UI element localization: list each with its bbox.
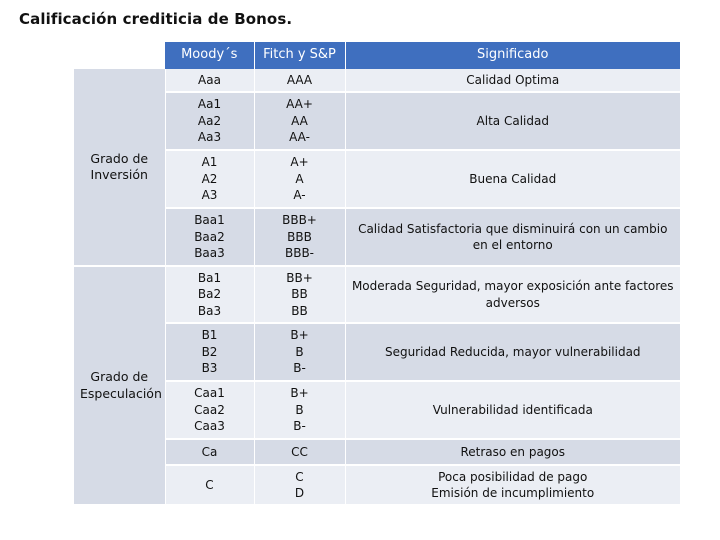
fitch-sp-cell: BB+ BB BB <box>254 266 345 323</box>
fitch-sp-cell: A+ A A- <box>254 150 345 208</box>
moodys-cell: Baa1 Baa2 Baa3 <box>165 208 254 266</box>
moodys-cell: C <box>165 465 254 505</box>
meaning-cell: Seguridad Reducida, mayor vulnerabilidad <box>345 323 680 381</box>
meaning-cell: Moderada Seguridad, mayor exposición ante factores adversos <box>345 266 680 323</box>
moodys-cell: Ca <box>165 439 254 465</box>
meaning-cell: Buena Calidad <box>345 150 680 208</box>
meaning-cell: Calidad Optima <box>345 69 680 92</box>
meaning-cell: Poca posibilidad de pago Emisión de incumplimiento <box>345 465 680 505</box>
meaning-cell: Calidad Satisfactoria que disminuirá con un cambio en el entorno <box>345 208 680 266</box>
header-moodys: Moody´s <box>165 42 254 69</box>
header-fitch-sp: Fitch y S&P <box>254 42 345 69</box>
fitch-sp-cell: AAA <box>254 69 345 92</box>
moodys-cell: B1 B2 B3 <box>165 323 254 381</box>
moodys-cell: Caa1 Caa2 Caa3 <box>165 381 254 439</box>
moodys-cell: Ba1 Ba2 Ba3 <box>165 266 254 323</box>
table-row <box>74 266 680 323</box>
fitch-sp-cell: C D <box>254 465 345 505</box>
moodys-cell: A1 A2 A3 <box>165 150 254 208</box>
header-row <box>74 42 680 69</box>
corner-cell <box>74 42 165 69</box>
header-meaning: Significado <box>345 42 680 69</box>
moodys-cell: Aaa <box>165 69 254 92</box>
fitch-sp-cell: B+ B B- <box>254 323 345 381</box>
fitch-sp-cell: BBB+ BBB BBB- <box>254 208 345 266</box>
grade-investment: Grado de Inversión <box>74 69 165 266</box>
table-row <box>74 439 680 465</box>
table-row <box>74 92 680 150</box>
table-row <box>74 381 680 439</box>
table-row <box>74 465 680 505</box>
fitch-sp-cell: CC <box>254 439 345 465</box>
rating-table <box>74 42 680 506</box>
moodys-cell: Aa1 Aa2 Aa3 <box>165 92 254 150</box>
meaning-cell: Alta Calidad <box>345 92 680 150</box>
meaning-cell: Retraso en pagos <box>345 439 680 465</box>
table-row <box>74 208 680 266</box>
meaning-cell: Vulnerabilidad identificada <box>345 381 680 439</box>
fitch-sp-cell: B+ B B- <box>254 381 345 439</box>
table-row <box>74 323 680 381</box>
table-row <box>74 69 680 92</box>
fitch-sp-cell: AA+ AA AA- <box>254 92 345 150</box>
table-row <box>74 150 680 208</box>
grade-speculative: Grado de Especulación <box>74 266 165 505</box>
page-title: Calificación crediticia de Bonos. <box>19 10 293 28</box>
